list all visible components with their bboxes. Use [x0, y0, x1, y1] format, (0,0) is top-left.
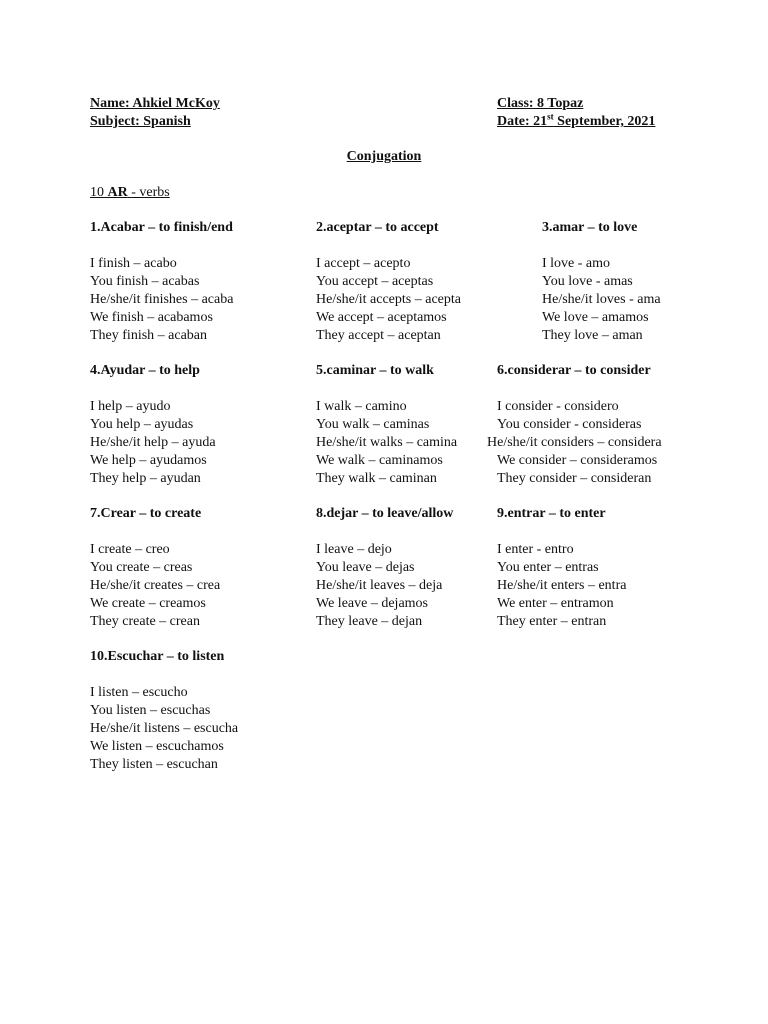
- conjugation-line: He/she/it leaves – deja: [316, 578, 443, 593]
- verb-block-dejar: [316, 505, 453, 631]
- date-ordinal: st: [547, 111, 554, 122]
- conjugation-line: I consider - considero: [497, 399, 619, 414]
- verb-heading: 2.aceptar – to accept: [316, 220, 439, 235]
- verb-heading: 5.caminar – to walk: [316, 363, 434, 378]
- verb-block-considerar: [487, 362, 662, 488]
- conjugation-line: You create – creas: [90, 560, 193, 575]
- conjugation-line: I help – ayudo: [90, 399, 171, 414]
- ar-label: AR: [107, 185, 128, 200]
- conjugation-line: We enter – entramon: [497, 596, 614, 611]
- conjugation-line: They walk – caminan: [316, 471, 437, 486]
- conjugation-line: We leave – dejamos: [316, 596, 428, 611]
- conjugation-line: You walk – caminas: [316, 417, 430, 432]
- conjugation-line: I finish – acabo: [90, 256, 177, 271]
- conjugation-line: You finish – acabas: [90, 274, 200, 289]
- conjugation-line: He/she/it enters – entra: [497, 578, 627, 593]
- conjugation-line: We consider – consideramos: [497, 453, 658, 468]
- verb-heading: 3.amar – to love: [542, 220, 638, 235]
- verb-block-crear: [90, 505, 220, 631]
- conjugation-line: You listen – escuchas: [90, 703, 211, 718]
- date-label: [497, 113, 655, 131]
- conjugation-line: You leave – dejas: [316, 560, 415, 575]
- page-title: Conjugation: [346, 149, 422, 164]
- verb-block-acabar: [90, 219, 233, 345]
- verb-heading: 9.entrar – to enter: [497, 506, 606, 521]
- verb-heading: 6.considerar – to consider: [497, 363, 651, 378]
- conjugation-line: We finish – acabamos: [90, 310, 213, 325]
- conjugation-line: They finish – acaban: [90, 328, 208, 343]
- conjugation-line: They consider – consideran: [497, 471, 652, 486]
- conjugation-line: He/she/it finishes – acaba: [90, 292, 234, 307]
- verb-heading: 7.Crear – to create: [90, 506, 202, 521]
- verb-heading: 8.dejar – to leave/allow: [316, 506, 454, 521]
- verb-block-amar: [542, 219, 661, 345]
- conjugation-line: They enter – entran: [497, 614, 607, 629]
- student-name: Name: Ahkiel McKoy: [90, 96, 220, 111]
- conjugation-line: He/she/it considers – considera: [487, 435, 662, 450]
- conjugation-line: You love - amas: [542, 274, 633, 289]
- verb-block-entrar: [497, 505, 626, 631]
- verb-block-escuchar: [90, 648, 238, 774]
- conjugation-line: We help – ayudamos: [90, 453, 207, 468]
- date-suffix: September, 2021: [553, 114, 656, 129]
- conjugation-line: We love – amamos: [542, 310, 649, 325]
- conjugation-line: We create – creamos: [90, 596, 206, 611]
- conjugation-line: He/she/it accepts – acepta: [316, 292, 461, 307]
- verb-block-aceptar: [316, 219, 461, 345]
- conjugation-line: They help – ayudan: [90, 471, 201, 486]
- conjugation-line: We accept – aceptamos: [316, 310, 447, 325]
- conjugation-line: I enter - entro: [497, 542, 574, 557]
- date-prefix: Date: 21: [497, 114, 548, 129]
- conjugation-line: I leave – dejo: [316, 542, 392, 557]
- conjugation-line: I accept – acepto: [316, 256, 411, 271]
- conjugation-line: You consider - consideras: [497, 417, 642, 432]
- section-subtitle: [90, 184, 170, 202]
- verb-block-caminar: [316, 362, 457, 488]
- subtitle-rest: - verbs: [131, 185, 170, 200]
- conjugation-line: He/she/it help – ayuda: [90, 435, 216, 450]
- conjugation-line: I love - amo: [542, 256, 611, 271]
- verb-block-ayudar: [90, 362, 216, 488]
- conjugation-line: They create – crean: [90, 614, 200, 629]
- conjugation-line: I listen – escucho: [90, 685, 188, 700]
- conjugation-line: You help – ayudas: [90, 417, 194, 432]
- conjugation-line: They listen – escuchan: [90, 757, 218, 772]
- conjugation-line: I create – creo: [90, 542, 170, 557]
- conjugation-line: He/she/it walks – camina: [316, 435, 458, 450]
- conjugation-line: They accept – aceptan: [316, 328, 441, 343]
- conjugation-line: You enter – entras: [497, 560, 599, 575]
- verb-count: 10: [90, 185, 104, 200]
- conjugation-line: He/she/it creates – crea: [90, 578, 221, 593]
- verb-heading: 4.Ayudar – to help: [90, 363, 200, 378]
- conjugation-line: They leave – dejan: [316, 614, 423, 629]
- conjugation-line: He/she/it loves - ama: [542, 292, 661, 307]
- subject-label: Subject: Spanish: [90, 114, 191, 129]
- class-label: Class: 8 Topaz: [497, 96, 584, 111]
- conjugation-line: You accept – aceptas: [316, 274, 434, 289]
- conjugation-line: I walk – camino: [316, 399, 407, 414]
- conjugation-line: They love – aman: [542, 328, 643, 343]
- conjugation-line: He/she/it listens – escucha: [90, 721, 239, 736]
- verb-heading: 10.Escuchar – to listen: [90, 649, 225, 664]
- conjugation-line: We listen – escuchamos: [90, 739, 224, 754]
- verb-heading: 1.Acabar – to finish/end: [90, 220, 233, 235]
- conjugation-line: We walk – caminamos: [316, 453, 443, 468]
